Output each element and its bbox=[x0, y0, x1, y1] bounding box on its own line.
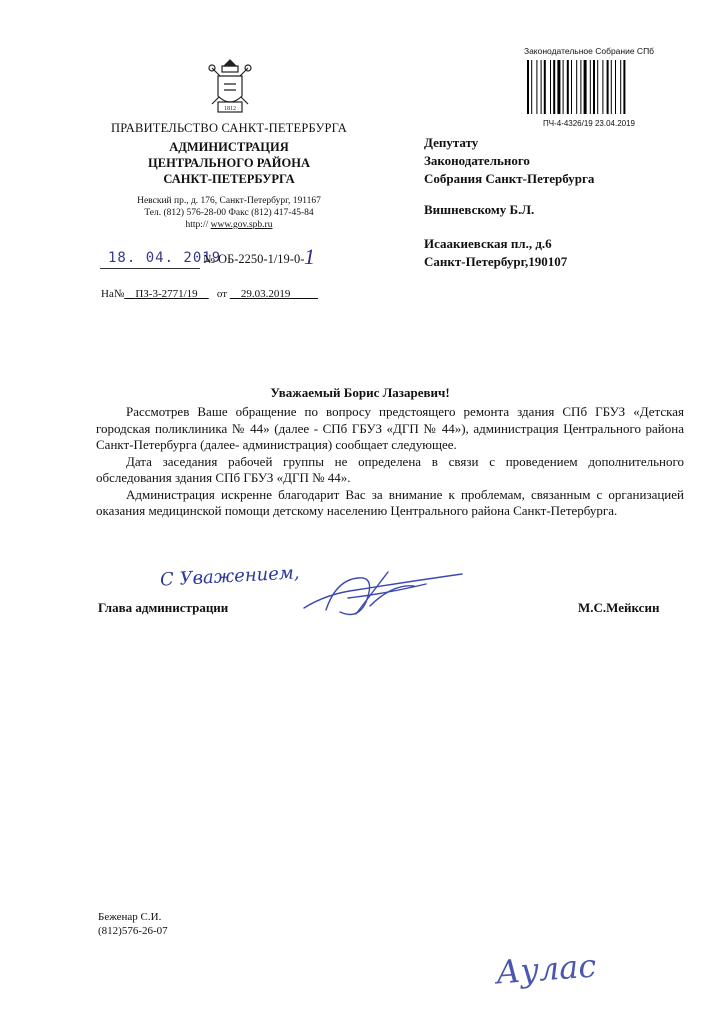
recipient-address-line: Исаакиевская пл., д.6 bbox=[424, 236, 552, 251]
coat-of-arms-icon bbox=[204, 58, 256, 116]
barcode-bar bbox=[602, 60, 603, 114]
signatory-title: Глава администрации bbox=[98, 600, 229, 615]
signatory-name: М.С.Мейксин bbox=[578, 600, 660, 615]
barcode-bar bbox=[623, 60, 625, 114]
barcode-bar bbox=[597, 60, 598, 114]
barcode-bar bbox=[553, 60, 555, 114]
barcode-bar bbox=[527, 60, 529, 114]
contacts-line: Тел. (812) 576-28-00 Факс (812) 417-45-84 bbox=[144, 208, 314, 218]
stamp-title: Законодательное Собрание СПб bbox=[523, 46, 655, 56]
signature-image bbox=[296, 564, 466, 624]
ref-prefix: На№ bbox=[101, 288, 125, 300]
barcode-bar bbox=[531, 60, 532, 114]
svg-text:1812: 1812 bbox=[224, 106, 236, 112]
barcode-bar bbox=[620, 60, 621, 114]
website-prefix: http:// bbox=[185, 220, 209, 230]
admin-name-line: АДМИНИСТРАЦИЯ bbox=[169, 140, 289, 154]
address-line: Невский пр., д. 176, Санкт-Петербург, 191167 bbox=[137, 196, 321, 206]
registration-number-handwritten: 1 bbox=[304, 244, 315, 269]
paragraph: Администрация искренне благодарит Вас за внимание к проблемам, связанным с организацией оказания медицинской помощи детскому населению Центрального района Санкт-Петербурга. bbox=[96, 486, 684, 518]
admin-name-line: ЦЕНТРАЛЬНОГО РАЙОНА bbox=[148, 156, 310, 170]
executor-phone: (812)576-26-07 bbox=[98, 925, 168, 937]
registration-date-underline bbox=[100, 268, 200, 269]
barcode-bar bbox=[580, 60, 581, 114]
barcode-bar bbox=[536, 60, 537, 114]
barcode-bar bbox=[541, 60, 542, 114]
barcode-bar bbox=[567, 60, 569, 114]
barcode-bar bbox=[563, 60, 564, 114]
ref-date-prefix: от bbox=[216, 288, 228, 300]
barcode-bar bbox=[615, 60, 616, 114]
barcode-bar bbox=[571, 60, 572, 114]
recipient-block bbox=[424, 134, 654, 271]
paragraph: Рассмотрев Ваше обращение по вопросу предстоящего ремонта здания СПб ГБУЗ «Детская городская поликлиника № 44» (далее - СПб ГБУЗ «ДГП № 44»), администрация Центрального района Санкт-Петербурга (далее- администрация) сообщает следующее. bbox=[96, 404, 684, 452]
barcode-bar bbox=[576, 60, 577, 114]
ref-number: ПЗ-3-2771/19 bbox=[135, 288, 198, 300]
barcode-bar bbox=[550, 60, 551, 114]
reference-line: На№__ПЗ-3-2771/19__ от __29.03.2019_____ bbox=[101, 288, 318, 300]
handwritten-regards: С Уважением, bbox=[159, 562, 301, 591]
recipient-name: Вишневскому Б.Л. bbox=[424, 202, 535, 217]
barcode-bar bbox=[584, 60, 587, 114]
handwritten-mark: Аулас bbox=[494, 946, 598, 992]
barcode-bar bbox=[557, 60, 560, 114]
barcode-bar bbox=[590, 60, 591, 114]
executor-block bbox=[98, 910, 168, 938]
administration-name bbox=[118, 139, 340, 187]
ref-date: 29.03.2019 bbox=[240, 288, 291, 300]
paragraph: Дата заседания рабочей группы не определена в связи с проведением дополнительного обследования здания СПб ГБУЗ «ДГП № 44». bbox=[96, 453, 684, 485]
barcode-bar bbox=[544, 60, 546, 114]
barcode-bar bbox=[611, 60, 612, 114]
executor-name: Беженар С.И. bbox=[98, 911, 162, 923]
recipient-line: Собрания Санкт-Петербурга bbox=[424, 171, 595, 186]
barcode bbox=[527, 60, 651, 114]
admin-name-line: САНКТ-ПЕТЕРБУРГА bbox=[163, 172, 295, 186]
registration-date-stamp: 18. 04. 2019 bbox=[108, 250, 222, 266]
recipient-address-line: Санкт-Петербург,190107 bbox=[424, 254, 568, 269]
government-name: ПРАВИТЕЛЬСТВО САНКТ-ПЕТЕРБУРГА bbox=[111, 121, 347, 135]
stamp-number: ПЧ-4-4326/19 23.04.2019 bbox=[542, 119, 636, 128]
registration-number: № ОБ-2250-1/19-0- bbox=[203, 252, 305, 266]
salutation: Уважаемый Борис Лазаревич! bbox=[270, 385, 450, 400]
barcode-bar bbox=[593, 60, 595, 114]
recipient-line: Депутату bbox=[424, 135, 479, 150]
barcode-bar bbox=[607, 60, 609, 114]
recipient-line: Законодательного bbox=[424, 153, 530, 168]
letter-body bbox=[96, 404, 684, 520]
website-line bbox=[98, 219, 360, 231]
website-link[interactable]: www.gov.spb.ru bbox=[210, 220, 273, 230]
address-block bbox=[98, 195, 360, 231]
